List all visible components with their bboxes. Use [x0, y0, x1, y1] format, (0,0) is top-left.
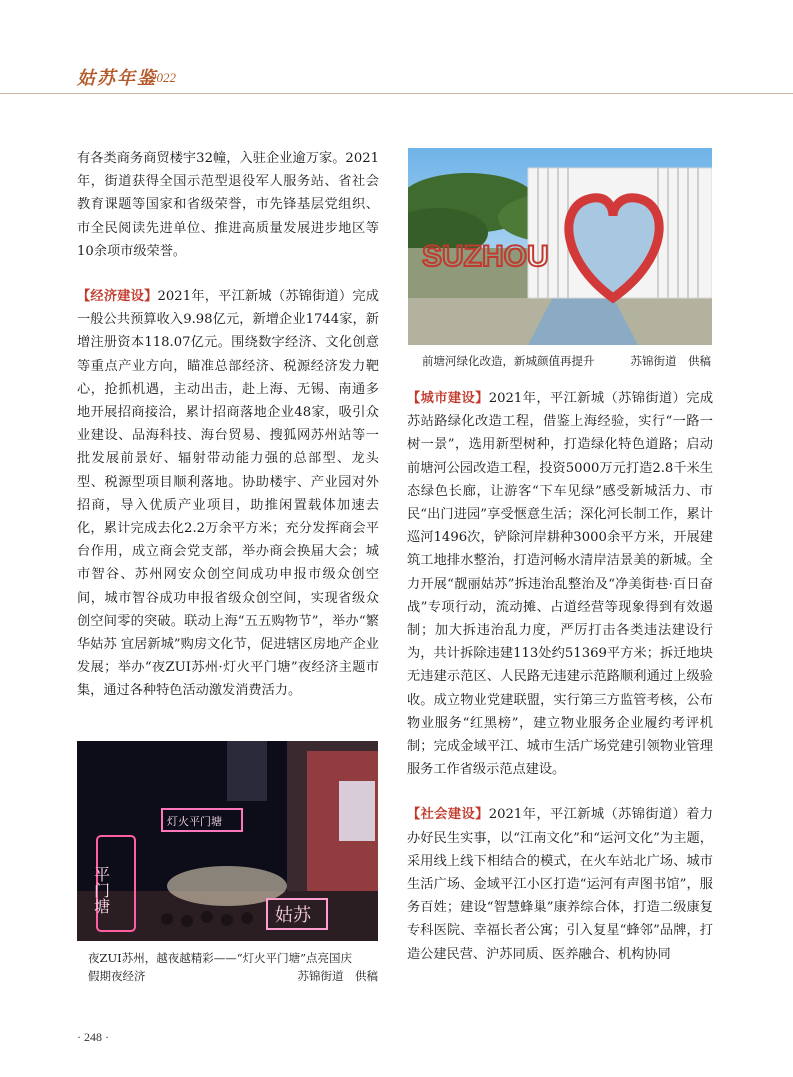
caption-line-2: 假期夜经济 [88, 969, 146, 983]
paragraph-social-text: 2021年，平江新城（苏锦街道）着力办好民生实事，以“江南文化”和“运河文化”为主题，采用线上线下相结合的模式，在火车站北广场、城市生活广场、金域平江小区打造“运河有声图书馆”，服务百姓；建设“智慧蜂巢”康养综合体，打造二级康复专科医院、幸福长者公寓；引入复星“蜂邻”品牌，打造公建民营、沪苏同质、医养融合、机构协同 [407, 807, 714, 962]
section-tag-social: 【社会建设】 [407, 807, 489, 823]
paragraph-urban [407, 387, 713, 781]
paragraph-honors: 有各类商务商贸楼宇32幢，入驻企业逾万家。2021年，街道获得全国示范型退役军人服务站、省社会教育课题等国家和省级荣誉，市先锋基层党组织、市全民阅读先进单位、推进高质量发展进步地区等10余项市级荣誉。 [77, 151, 379, 259]
yearbook-year: 2022 [150, 70, 176, 85]
right-column [407, 387, 713, 966]
left-column [77, 147, 379, 703]
section-tag-economy: 【经济建设】 [77, 289, 158, 305]
caption-text: 前塘河绿化改造，新城颜值再提升 [422, 354, 595, 368]
neon-sign-gate: 灯火平门塘 [167, 815, 222, 828]
neon-sign-left: 平门塘 [91, 866, 111, 914]
header-rule [0, 93, 793, 94]
paragraph-economy-text: 2021年，平江新城（苏锦街道）完成一般公共预算收入9.98亿元，新增企业1744家，新增注册资本118.07亿元。围绕数字经济、文化创意等重点产业方向，瞄准总部经济、税源经济发力靶心，抢抓机遇，主动出击，赴上海、无锡、南通多地开展招商接洽，累计招商落地企业48家，吸引众业建设、品海科技、海台贸易、搜狐网苏州站等一批发展前景好、辐射带动能力强的总部型、龙头型、税源型项目顺利落地。协助楼宇、产业园对外招商，导入优质产业项目，助推闲置载体加速去化，累计完成去化2.2万余平方米；充分发挥商会平台作用，成立商会党支部，举办商会换届大会；城市智谷、苏州网安众创空间成功申报市级众创空间，城市智谷成功申报省级众创空间，实现省级众创空间零的突破。联动上海“五五购物节”，举办“繁华姑苏 宜居新城”购房文化节，促进辖区房地产企业发展；举办“夜ZUI苏州·灯火平门塘”夜经济主题市集，通过各种特色活动激发消费活力。 [77, 289, 379, 699]
caption-credit: 苏锦街道 供稿 [630, 354, 711, 368]
suzhou-sign-text: SUZHOU [422, 240, 549, 273]
photo-night-market [77, 741, 378, 941]
caption-line-1: 夜ZUI苏州，越夜越精彩——“灯火平门塘”点亮国庆 [88, 951, 352, 965]
section-tag-urban: 【城市建设】 [407, 391, 489, 406]
neon-sign-gusu: 姑苏 [275, 905, 311, 926]
photo-night-caption [88, 949, 378, 985]
page-number: · 248 · [77, 1030, 109, 1044]
photo-suzhou-caption [422, 352, 711, 370]
paragraph-social [407, 803, 713, 965]
yearbook-title: 姑苏年鉴 [77, 68, 157, 89]
caption-credit: 苏锦街道 供稿 [297, 969, 378, 983]
page-header [0, 0, 793, 94]
paragraph-urban-text: 2021年，平江新城（苏锦街道）完成苏站路绿化改造工程，借鉴上海经验，实行“一路一树一景”，选用新型树种，打造绿化特色道路；启动前塘河公园改造工程，投资5000万元打造2.8千米生态绿色长廊，让游客“下车见绿”感受新城活力、市民“出门进园”享受惬意生活；深化河长制工作，累计巡河1496次，铲除河岸耕种3000余平方米，开展建筑工地排水整治，打造河畅水清岸洁景美的新城。全力开展“靓丽姑苏”拆违治乱整治及“净美街巷·百日奋战”专项行动，流动摊、占道经营等现象得到有效遏制；加大拆违治乱力度，严厉打击各类违法建设行为，共计拆除违建113处约51369平方米；拆迁地块无违建示范区、人民路无违建示范路顺利通过上级验收。成立物业党建联盟，实行第三方监管考核，公布物业服务“红黑榜”，建立物业服务企业履约考评机制；完成金域平江、城市生活广场党建引领物业管理服务工作省级示范点建设。 [407, 391, 714, 778]
paragraph-economy [77, 285, 379, 703]
photo-suzhou-sign [408, 148, 712, 345]
